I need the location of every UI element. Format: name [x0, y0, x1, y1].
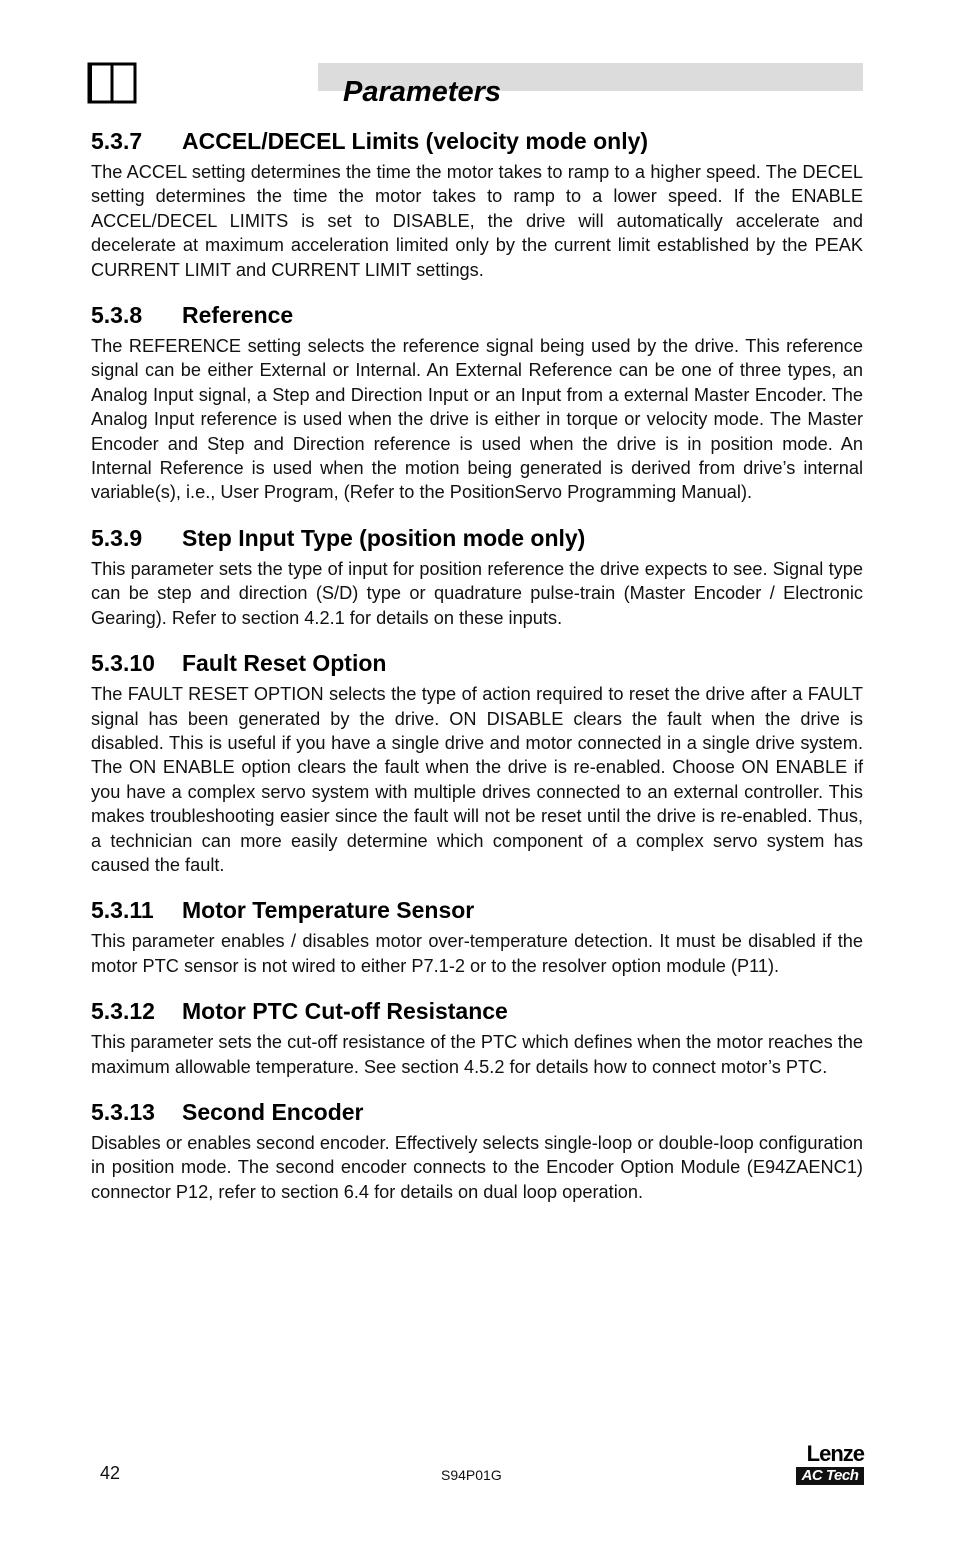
section-body: This parameter enables / disables motor over-temperature detection. It must be disabled if the motor PTC sensor is not wired to either P7.1-2 or to the resolver option module (P11).	[91, 931, 863, 976]
logo-tag: AC Tech	[796, 1467, 864, 1485]
section-title: Fault Reset Option	[182, 650, 387, 677]
section-title: Motor PTC Cut-off Resistance	[182, 998, 508, 1025]
section-second-encoder	[91, 1096, 863, 1204]
section-number: 5.3.8	[91, 302, 143, 329]
section-title: Reference	[182, 302, 294, 329]
section-heading	[91, 995, 863, 1027]
section-accel-decel-limits	[91, 125, 863, 282]
section-number: 5.3.7	[91, 128, 143, 154]
lenze-ac-tech-logo	[796, 1443, 864, 1485]
section-heading	[91, 647, 863, 679]
logo-name: Lenze	[806, 1441, 864, 1466]
section-motor-ptc-cutoff	[91, 995, 863, 1079]
section-title: Second Encoder	[182, 1098, 364, 1125]
section-number: 5.3.9	[91, 524, 143, 551]
section-body: Disables or enables second encoder. Effectively selects single-loop or double-loop configuration in position mode. The second encoder connects to the Encoder Option Module (E94ZAENC1) connector P12, refer to section 6.4 for details on dual loop operation.	[91, 1132, 863, 1202]
section-reference	[91, 299, 863, 505]
section-body: This parameter sets the cut-off resistance of the PTC which defines when the motor reaches the maximum allowable temperature. See section 4.5.2 for details how to connect motor’s PTC.	[91, 1032, 864, 1077]
page-title: Parameters	[343, 76, 501, 108]
section-title: ACCEL/DECEL Limits (velocity mode only)	[182, 128, 649, 154]
section-number: 5.3.13	[91, 1098, 155, 1125]
section-body: The REFERENCE setting selects the reference signal being used by the drive. This reference signal can be either External or Internal. An External Reference can be one of three types, an Analog Input signal, a Step and Direction Input or an Input from a external Master Encoder. The Analog Input reference is used when the drive is either in torque or velocity mode. The Master Encoder and Step and Direction reference is used when the drive is in position mode. An Internal Reference is used when the motion being generated is derived from drive’s internal variable(s), i.e., User Program, (Refer to the PositionServo Programming Manual).	[91, 336, 863, 503]
section-heading	[91, 894, 863, 926]
page-content	[91, 125, 863, 1221]
manual-book-icon	[87, 62, 137, 104]
section-number: 5.3.10	[91, 650, 155, 677]
section-heading	[91, 125, 863, 157]
section-heading	[91, 299, 863, 331]
section-fault-reset-option	[91, 647, 863, 877]
section-number: 5.3.12	[91, 998, 155, 1025]
page-number: 42	[100, 1463, 121, 1483]
section-step-input-type	[91, 522, 863, 630]
section-motor-temperature-sensor	[91, 894, 863, 978]
section-heading	[91, 1096, 863, 1128]
section-title: Motor Temperature Sensor	[182, 897, 475, 924]
section-number: 5.3.11	[91, 897, 154, 924]
section-body: The FAULT RESET OPTION selects the type of action required to reset the drive after a FAULT signal has been generated by the drive. ON DISABLE clears the fault when the drive is disabled. This is useful if you have a single drive and motor connected in a single drive system. The ON ENABLE option clears the fault when the drive is re-enabled. Choose ON ENABLE if you have a complex servo system with multiple drives connected to an external controller. This makes troubleshooting easier since the fault will not be reset until the drive is re-enabled. Thus, a technician can more easily determine which component of a complex servo system has caused the fault.	[91, 684, 863, 875]
document-code: S94P01G	[441, 1467, 502, 1483]
section-title: Step Input Type (position mode only)	[182, 524, 586, 551]
section-body: This parameter sets the type of input for position reference the drive expects to see. Signal type can be step and direction (S/D) type or quadrature pulse-train (Master Encoder / Electronic Gearing). Refer to section 4.2.1 for details on these inputs.	[91, 558, 863, 628]
section-heading	[91, 522, 863, 554]
section-body: The ACCEL setting determines the time the motor takes to ramp to a higher speed. The DECEL setting determines the time the motor takes to ramp to a lower speed. If the ENABLE ACCEL/DECEL LIMITS is set to DISABLE, the drive will automatically accelerate and decelerate at maximum acceleration limited only by the current limit established by the PEAK CURRENT LIMIT and CURRENT LIMIT settings.	[91, 162, 863, 280]
